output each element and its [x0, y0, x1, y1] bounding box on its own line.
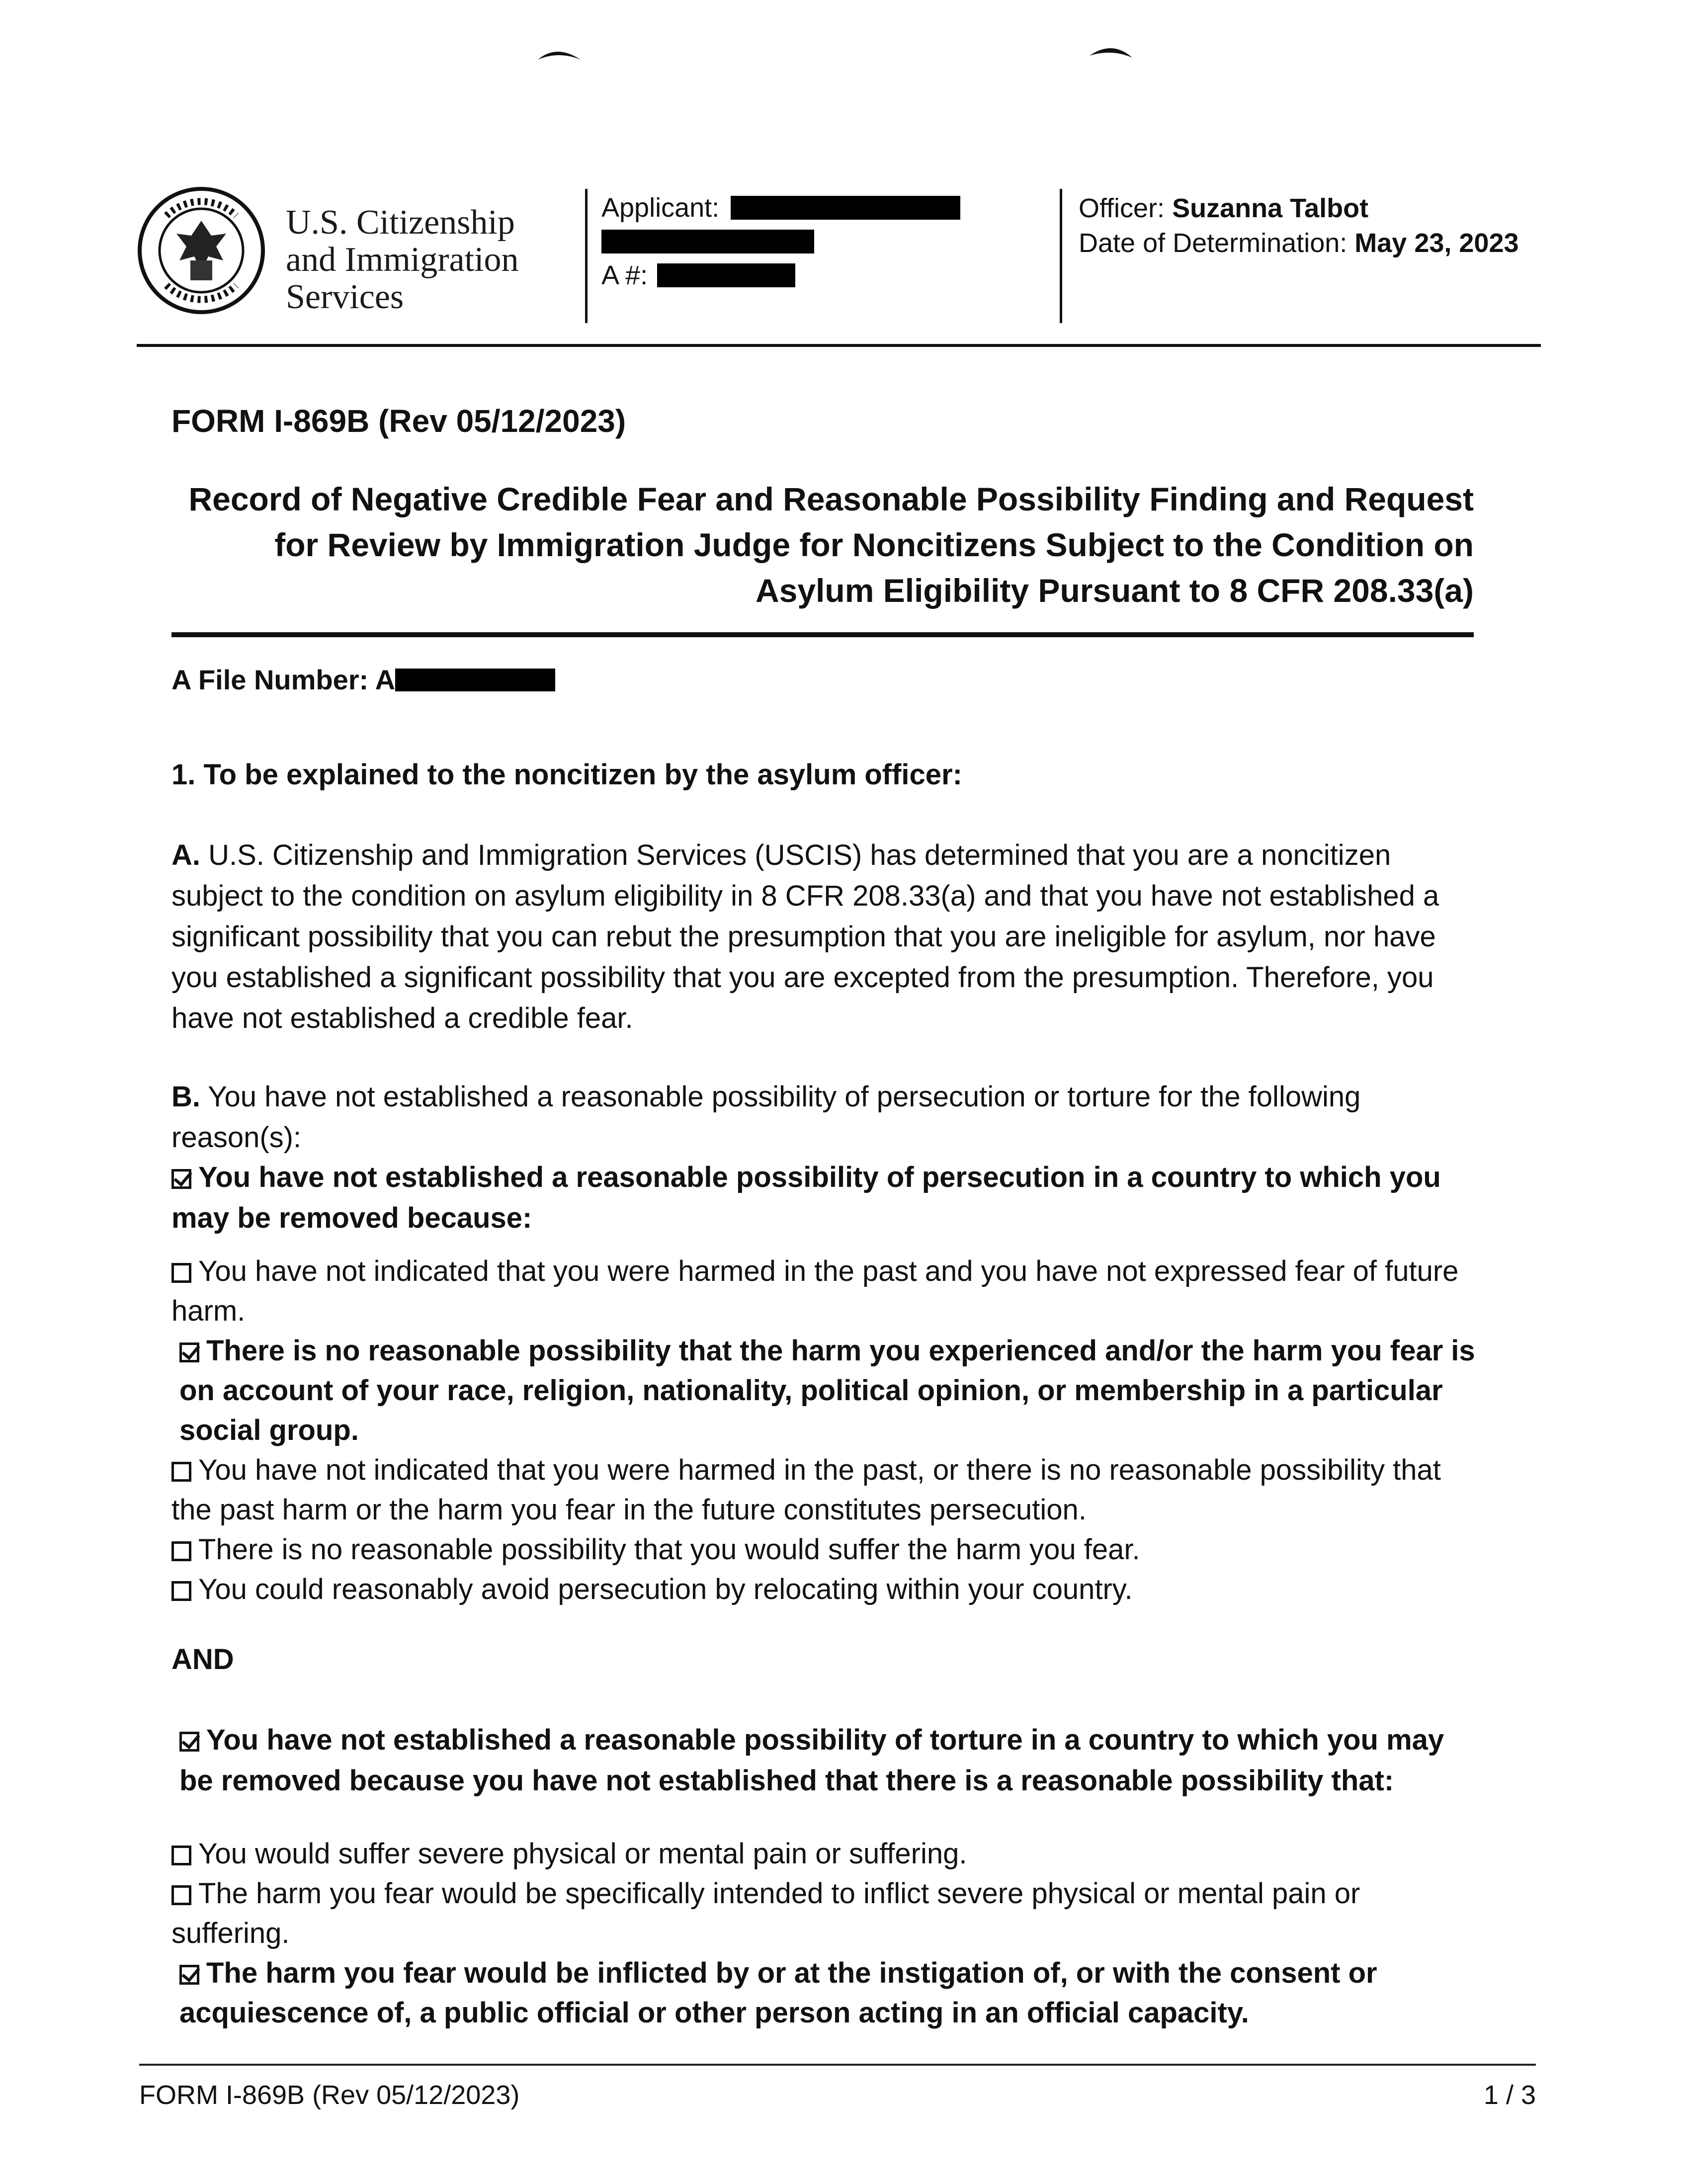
- torture-heading: [171, 1720, 1476, 1801]
- option-text: You would suffer severe physical or mental pain or suffering.: [198, 1838, 967, 1870]
- redaction-bar: [601, 230, 814, 253]
- list-item: [171, 1331, 1484, 1450]
- agency-line: Services: [286, 278, 404, 316]
- list-item: [171, 1450, 1484, 1530]
- paragraph-b: [171, 1077, 1476, 1158]
- option-text: There is no reasonable possibility that the harm you experienced and/or the harm you fear is on account of your race, religion, nationality, political opinion, or membership in a particular social group.: [179, 1335, 1475, 1446]
- date-label: Date of Determination:: [1079, 228, 1347, 258]
- applicant-row: [601, 191, 1123, 225]
- paragraph-label: B.: [171, 1081, 200, 1113]
- list-item: [171, 1570, 1484, 1609]
- applicant-label: Applicant:: [601, 193, 720, 223]
- a-file-number: [171, 664, 555, 696]
- header-rule: [137, 344, 1541, 347]
- header-divider: [585, 189, 588, 323]
- date-value: May 23, 2023: [1354, 228, 1519, 258]
- footer-form-id: FORM I-869B (Rev 05/12/2023): [139, 2080, 520, 2110]
- officer-name: Suzanna Talbot: [1172, 193, 1369, 223]
- a-number-row: [601, 258, 1123, 292]
- checkbox-unchecked[interactable]: [171, 1263, 191, 1283]
- checkbox-unchecked[interactable]: [171, 1885, 191, 1905]
- footer-rule: [139, 2064, 1536, 2066]
- a-file-label: A File Number: A: [171, 664, 396, 695]
- scan-artifact-mark: [537, 45, 582, 65]
- option-text: The harm you fear would be specifically intended to inflict severe physical or mental pain or suffering.: [171, 1877, 1360, 1949]
- page-title: Record of Negative Credible Fear and Reasonable Possibility Finding and Request for Review by Immigration Judge for Noncitizens Subject to the Condition on Asylum Eligibility Pursuant to 8 CFR 208.33(a): [188, 481, 1474, 609]
- option-text: You could reasonably avoid persecution by relocating within your country.: [198, 1573, 1133, 1605]
- list-item: [171, 1874, 1484, 1953]
- document-header: [137, 179, 1541, 348]
- paragraph-a: [171, 835, 1476, 1039]
- form-id: FORM I-869B (Rev 05/12/2023): [171, 403, 626, 439]
- title-rule: [171, 632, 1474, 637]
- option-text: The harm you fear would be inflicted by or at the instigation of, or with the consent or acquiescence of, a public official or other person acting in an official capacity.: [179, 1957, 1377, 2029]
- redaction-bar: [395, 669, 555, 691]
- page-number: 1 / 3: [1483, 2080, 1536, 2110]
- officer-row: [1079, 191, 1526, 226]
- officer-info: [1079, 191, 1526, 260]
- a-number-label: A #:: [601, 260, 648, 290]
- checkbox-checked[interactable]: [171, 1169, 191, 1189]
- checkbox-unchecked[interactable]: [171, 1581, 191, 1601]
- torture-options: [171, 1834, 1484, 2033]
- redaction-bar: [657, 263, 795, 287]
- list-item: [171, 1834, 1484, 1874]
- checkbox-unchecked[interactable]: [171, 1846, 191, 1865]
- agency-line: U.S. Citizenship: [286, 203, 515, 242]
- scan-artifact-mark: [1089, 42, 1133, 62]
- checkbox-unchecked[interactable]: [171, 1541, 191, 1561]
- paragraph-label: A.: [171, 839, 200, 871]
- option-text: You have not indicated that you were harmed in the past, or there is no reasonable possibility that the past harm or the harm you fear in the future constitutes persecution.: [171, 1454, 1441, 1526]
- date-row: [1079, 226, 1526, 260]
- header-divider: [1060, 189, 1062, 323]
- persecution-heading-text: You have not established a reasonable possibility of persecution in a country to which you may be removed because:: [171, 1161, 1441, 1234]
- option-text: There is no reasonable possibility that you would suffer the harm you fear.: [198, 1533, 1140, 1566]
- applicant-row-2: [601, 225, 1123, 258]
- list-item: [171, 1252, 1484, 1331]
- checkbox-checked[interactable]: [179, 1343, 199, 1362]
- officer-label: Officer:: [1079, 193, 1165, 223]
- applicant-info: [601, 191, 1123, 292]
- redaction-bar: [731, 196, 960, 220]
- agency-line: and Immigration: [286, 241, 519, 279]
- paragraph-text: You have not established a reasonable possibility of persecution or torture for the following reason(s):: [171, 1081, 1361, 1154]
- agency-name: [286, 204, 574, 316]
- dhs-seal-icon: [137, 186, 266, 315]
- checkbox-checked[interactable]: [179, 1732, 199, 1752]
- and-label: AND: [171, 1643, 234, 1676]
- section-heading: 1. To be explained to the noncitizen by the asylum officer:: [171, 758, 962, 791]
- checkbox-checked[interactable]: [179, 1965, 199, 1985]
- persecution-heading: [171, 1157, 1476, 1239]
- list-item: [171, 1953, 1484, 2033]
- torture-heading-text: You have not established a reasonable possibility of torture in a country to which you may be removed because you have not established that there is a reasonable possibility that:: [179, 1724, 1444, 1797]
- option-text: You have not indicated that you were harmed in the past and you have not expressed fear of future harm.: [171, 1255, 1459, 1327]
- list-item: [171, 1530, 1484, 1570]
- paragraph-text: U.S. Citizenship and Immigration Services (USCIS) has determined that you are a noncitizen subject to the condition on asylum eligibility in 8 CFR 208.33(a) and that you have not established a significant possibility that you can rebut the presumption that you are ineligible for asylum, nor have you established a significant possibility that you are excepted from the presumption. Therefore, you have not established a credible fear.: [171, 839, 1439, 1034]
- checkbox-unchecked[interactable]: [171, 1462, 191, 1482]
- persecution-options: [171, 1252, 1484, 1609]
